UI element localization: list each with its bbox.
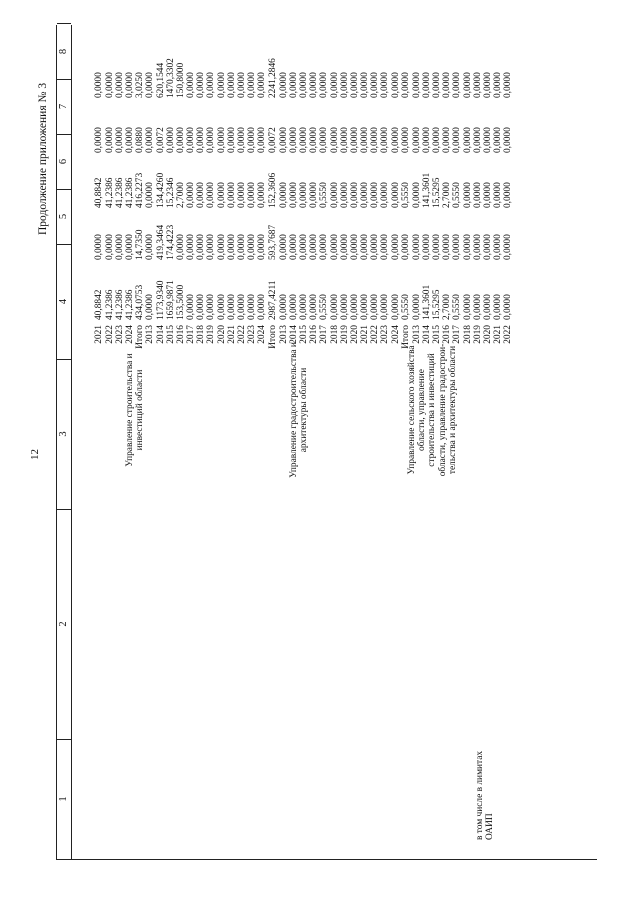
block3-years: Итого 2013 2014 2015 2016 2017 2018 2019 2020 2021 2022 (401, 325, 514, 349)
header-col-8: 8 (57, 23, 71, 80)
header-col-7: 7 (57, 79, 71, 135)
block3-note: в том числе в лимитах ОАИП (475, 750, 496, 840)
header-col-6: 6 (57, 134, 71, 190)
block1-years: 2021 2022 2023 2024 Итого 2013 2014 2015 2016 2017 2018 2019 2020 2021 2022 2023 2024 (94, 325, 268, 349)
block2-org-label: Управление градостроительства и архитектуры области (289, 342, 310, 478)
block3-col5: 0,0000 0,0000 0,0000 0,0000 0,0000 0,0000 0,0000 0,0000 0,0000 0,0000 0,0000 (401, 234, 514, 260)
block3-col7: 0,0000 0,0000 0,0000 0,0000 0,0000 0,0000 0,0000 0,0000 0,0000 0,0000 0,0000 (401, 127, 514, 153)
block1-col6: 40,8842 41,2386 41,2386 41,2386 416,2273 0,0000 134,4260 15,2346 2,7000 0,0000 0,0000 0,0000 0,0000 0,0000 0,0000 0,0000 0,0000 (94, 172, 268, 208)
block2-col8: 2241,2846 0,0000 0,0000 0,0000 0,0000 0,0000 0,0000 0,0000 0,0000 0,0000 0,0000 0,0000 0,0000 (268, 58, 401, 98)
block1-col7: 0,0000 0,0000 0,0000 0,0000 0,0880 0,0000 0,0072 0,0000 0,0000 0,0000 0,0000 0,0000 0,0000 0,0000 0,0000 0,0000 0,0000 (94, 127, 268, 153)
block3-col6: 0,5550 0,0000 141,3601 15,5295 2,7000 0,5550 0,0000 0,0000 0,0000 0,0000 0,0000 (401, 172, 514, 208)
block1-col5: 0,0000 0,0000 0,0000 0,0000 14,7350 0,0000 419,3464 174,4223 0,0000 0,0000 0,0000 0,0000 0,0000 0,0000 0,0000 0,0000 0,0000 (94, 224, 268, 260)
header-col-4: 4 (57, 244, 71, 360)
block1-org-label: Управление строительства и инвестиций области (125, 353, 146, 467)
block2-years: Итого 2013 2014 2015 2016 2017 2018 2019 2020 2021 2022 2023 2024 (268, 325, 401, 349)
table-header (56, 25, 72, 860)
rotated-table-sheet (30, 20, 610, 880)
block2-col6: 152,3606 0,0000 0,0000 0,0000 0,0000 0,5550 0,0000 0,0000 0,0000 0,0000 0,0000 0,0000 0,0000 (268, 172, 401, 208)
header-col-2: 2 (57, 509, 71, 740)
block3-col8: 0,0000 0,0000 0,0000 0,0000 0,0000 0,0000 0,0000 0,0000 0,0000 0,0000 0,0000 (401, 72, 514, 98)
block1-col8: 0,0000 0,0000 0,0000 0,0000 3,0250 0,0000 620,1544 1470,3302 150,8000 0,0000 0,0000 0,0000 0,0000 0,0000 0,0000 0,0000 0,0000 (94, 58, 268, 98)
continuation-title: Продолжение приложения № 3 (37, 82, 49, 235)
page-number: 12 (29, 449, 41, 460)
block2-col7: 0,0072 0,0000 0,0000 0,0000 0,0000 0,0000 0,0000 0,0000 0,0000 0,0000 0,0000 0,0000 0,0000 (268, 127, 401, 153)
block1-col4: 40,8842 41,2386 41,2386 41,2386 434,0753 0,0000 1173,9340 1659,9871 153,5000 0,0000 0,0000 0,0000 0,0000 0,0000 0,0000 0,0000 0,0000 (94, 280, 268, 320)
block3-col4: 0,5550 0,0000 141,3601 15,5295 2,7000 0,5550 0,0000 0,0000 0,0000 0,0000 0,0000 (401, 284, 514, 320)
block2-col5: 593,7687 0,0000 0,0000 0,0000 0,0000 0,0000 0,0000 0,0000 0,0000 0,0000 0,0000 0,0000 0,0000 (268, 224, 401, 260)
header-col-1: 1 (57, 739, 71, 860)
header-col-3: 3 (57, 359, 71, 510)
block3-org-label: Управление сельского хозяйства области, управление строительства и инвестиций области, управление градострои- тельства и архитектуры области (407, 343, 458, 477)
table-left-border (70, 859, 597, 860)
header-col-5: 5 (57, 189, 71, 245)
block2-col4: 2987,4211 0,0000 0,0000 0,0000 0,0000 0,5550 0,0000 0,0000 0,0000 0,0000 0,0000 0,0000 0,0000 (268, 280, 401, 320)
